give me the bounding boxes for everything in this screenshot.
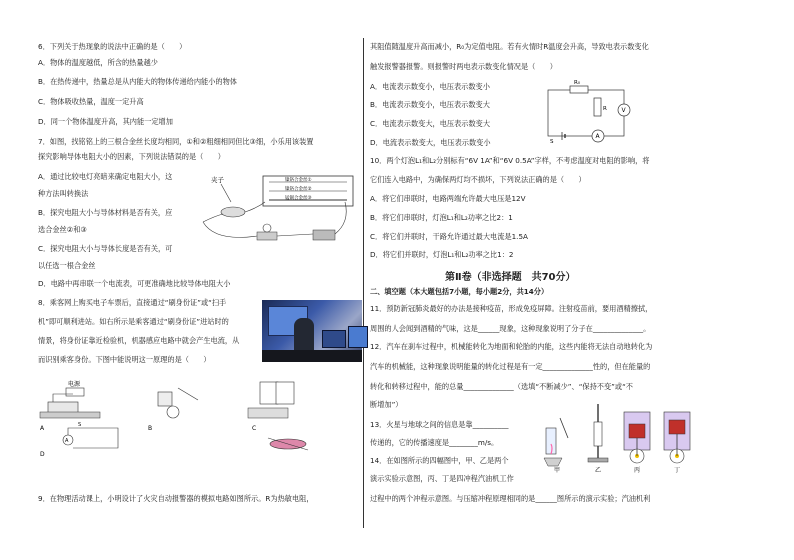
wire-3-label: 锰铜合金丝③ bbox=[285, 196, 312, 201]
section-2-title: 第Ⅱ卷（非选择题 共70分） bbox=[445, 272, 576, 283]
fig-yi-label: 乙 bbox=[595, 467, 602, 474]
q6-stem: 6．下列关于热现象的说法中正确的是（ ） bbox=[38, 42, 187, 51]
q7-option-b-1: B．探究电阻大小与导体材料是否有关，应 bbox=[38, 208, 173, 217]
fill-in-title: 二、填空题（本大题包括7小题，每小题2分，共14分） bbox=[370, 287, 549, 296]
q9-option-c: C．电流表示数变大，电压表示数变大 bbox=[370, 119, 491, 128]
q6-option-a: A．物体的温度越低，所含的热量越少 bbox=[38, 58, 158, 67]
power-label: 电源 bbox=[68, 381, 81, 388]
q12-line-1: 12．汽车在刹车过程中，机械能转化为地面和轮胎的内能，这些内能将无法自动地转化为 bbox=[370, 342, 653, 351]
fig-jia-label: 甲 bbox=[554, 467, 561, 474]
q9-option-b: B．电流表示数变小，电压表示数变大 bbox=[370, 100, 490, 109]
q9-option-a: A．电流表示数变小，电压表示数变小 bbox=[370, 82, 490, 91]
fig-bing-label: 丙 bbox=[634, 467, 641, 474]
wire-2-label: 镍铬合金丝② bbox=[285, 187, 312, 192]
q6-option-c: C．物体吸收热量，温度一定升高 bbox=[38, 97, 144, 106]
q11-line-1: 11．预防新冠肺炎最好的办法是接种疫苗，形成免疫屏障。注射疫苗前，要用酒精擦拭， bbox=[370, 304, 653, 313]
clip-label: 夹子 bbox=[211, 176, 224, 184]
q14-line-1: 14．在如图所示的四幅图中，甲、乙是两个 bbox=[370, 456, 509, 465]
q6-option-d: D．同一个物体温度升高，其内能一定增加 bbox=[38, 117, 173, 126]
q9-circuit-figure bbox=[540, 80, 640, 144]
q7-stem-1: 7．如图，找铭铭上的三根合金丝长度均相同，①和②粗细相同但比③细，小乐用该装置 bbox=[38, 137, 314, 146]
q10-stem-1: 10．两个灯泡L₁和L₂分别标有“6V 1A”和“6V 0.5A”字样，不考虑温度对电阻的影响，将 bbox=[370, 156, 650, 165]
column-divider bbox=[363, 38, 364, 528]
q13-line-1: 13．火星与地球之间的信息是靠__________ bbox=[370, 420, 509, 429]
q12-line-4: 断增加”） bbox=[370, 400, 403, 409]
q7-option-b-2: 选合金丝②和③ bbox=[38, 225, 87, 234]
q6-option-b: B．在热传递中，热量总是从内能大的物体传递给内能小的物体 bbox=[38, 77, 237, 86]
q11-line-2: 周围的人会闻到酒精的气味，这是______现象，这种现象说明了分子在______________。 bbox=[370, 324, 651, 333]
q7-stem-2: 探究影响导体电阻大小的因素，下列说法错误的是（ ） bbox=[38, 152, 225, 161]
option-d-label: D bbox=[40, 451, 45, 458]
q14-line-3: 过程中的两个冲程示意图。与压缩冲程原理相同的是______图所示的演示实验；汽油机利 bbox=[370, 494, 651, 503]
q7-option-d: D．电路中再串联一个电流表，可更准确地比较导体电阻大小 bbox=[38, 279, 231, 288]
q10-option-d: D．将它们并联时，灯泡L₁和L₂功率之比1：2 bbox=[370, 250, 514, 259]
q8-stem-1: 8．乘客网上购买电子车票后，直接通过“刷身份证”或“扫手 bbox=[38, 298, 227, 307]
q12-line-2: 汽车的机械能，这种现象说明能量的转化过程是有一定______________性的，但在能量的 bbox=[370, 362, 651, 371]
q10-stem-2: 它们连入电路中，为确保两灯均不损坏，下列说法正确的是（ ） bbox=[370, 175, 586, 184]
q13-line-2: 传递的，它的传播速度是________m/s。 bbox=[370, 438, 499, 447]
q8-stem-4: 而识别乘客身份。下图中能说明这一原理的是（ ） bbox=[38, 355, 211, 364]
q7-option-a-1: A．通过比较电灯亮暗来确定电阻大小，这 bbox=[38, 172, 173, 181]
q8-options-figure bbox=[38, 378, 358, 458]
option-c-label: C bbox=[252, 425, 257, 432]
meter-a-label: A bbox=[65, 438, 69, 444]
q10-option-c: C．将它们并联时，干路允许通过最大电流是1.5A bbox=[370, 232, 528, 241]
q7-wire-board-figure bbox=[195, 172, 355, 250]
wire-1-label: 镍铬合金丝① bbox=[285, 178, 312, 183]
switch-s-label: S bbox=[78, 422, 82, 428]
ticket-gate-photo bbox=[262, 300, 362, 358]
q9-stem-1: 9．在物理活动课上，小明设计了火灾自动报警器的模拟电路如图所示。R为热敏电阻， bbox=[38, 494, 314, 503]
voltmeter-label: V bbox=[621, 107, 626, 114]
q9-stem-3: 触发报警器报警。则报警时两电表示数变化情况是（ ） bbox=[370, 62, 557, 71]
option-a-label: A bbox=[40, 425, 45, 432]
r0-label: R₀ bbox=[574, 80, 581, 86]
q10-option-b: B．将它们串联时，灯泡L₁和L₂功率之比2：1 bbox=[370, 213, 513, 222]
r-label: R bbox=[603, 106, 607, 112]
q7-option-a-2: 种方法叫转换法 bbox=[38, 189, 89, 198]
q7-option-c-1: C．探究电阻大小与导体长度是否有关，可 bbox=[38, 244, 173, 253]
ammeter-label: A bbox=[595, 133, 600, 140]
option-b-label: B bbox=[148, 425, 153, 432]
switch-label: S bbox=[550, 139, 554, 144]
q12-line-3: 转化和转移过程中，能的总量______________（选填“不断减少”、“保持不变”或“不 bbox=[370, 382, 633, 391]
fig-ding-label: 丁 bbox=[674, 467, 681, 474]
q14-figures bbox=[540, 398, 700, 474]
q7-option-c-2: 以任选一根合金丝 bbox=[38, 261, 96, 270]
q9-option-d: D．电流表示数变大，电压表示数变小 bbox=[370, 138, 491, 147]
q14-line-2: 演示实验示意图，丙、丁是四冲程汽油机工作 bbox=[370, 474, 514, 483]
q8-stem-2: 机”即可顺利进站。如右所示是乘客通过“刷身份证”进站时的 bbox=[38, 317, 229, 326]
q10-option-a: A．将它们串联时，电路两端允许最大电压是12V bbox=[370, 194, 526, 203]
q8-stem-3: 情景，将身份证靠近检验机，机器感应电路中就会产生电流，从 bbox=[38, 336, 240, 345]
q9-stem-2: 其阻值随温度升高而减小，R₀为定值电阻。若有火情时R温度会升高，导致电表示数变化 bbox=[370, 42, 649, 51]
